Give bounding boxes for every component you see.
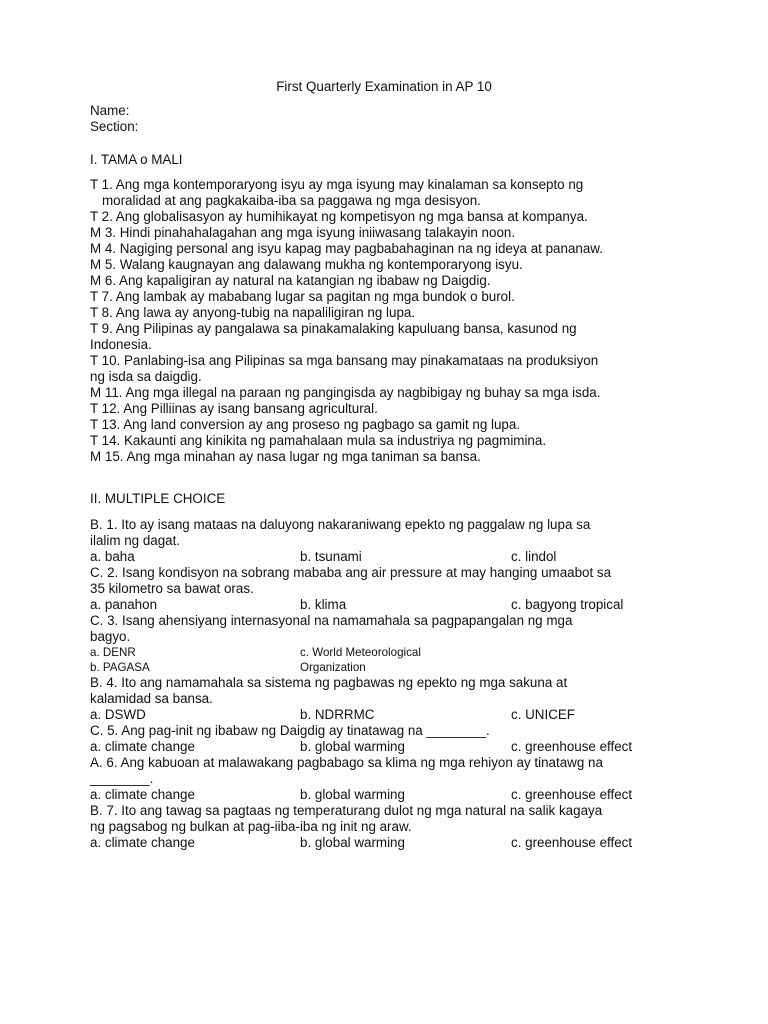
- item-text: T 1. Ang mga kontemporaryong isyu ay mga isyung may kinalaman sa konsepto ng: [90, 177, 584, 192]
- choice-b: b. global warming: [300, 739, 405, 754]
- item-text: T 9. Ang Pilipinas ay pangalawa sa pinakamalaking kapuluang bansa, kasunod ng: [90, 321, 577, 336]
- question-text: C. 2. Isang kondisyon na sobrang mababa ang air pressure at may hanging umaabot sa: [90, 565, 612, 580]
- choice-c: c. UNICEF: [511, 707, 575, 722]
- question-text-cont: bagyo.: [90, 629, 131, 644]
- part1-list: [90, 177, 690, 465]
- question-text: B. 7. Ito ang tawag sa pagtaas ng temperaturang dulot ng mga natural na salik kagaya: [90, 803, 603, 818]
- choice-c: c. lindol: [511, 549, 557, 564]
- list-item: T 13. Ang land conversion ay ang proseso ng pagbago sa gamit ng lupa.: [90, 417, 521, 432]
- list-item: T 8. Ang lawa ay anyong-tubig na napaliligiran ng lupa.: [90, 305, 416, 320]
- choice-c: c. World Meteorological: [300, 646, 421, 659]
- list-item: M 4. Nagiging personal ang isyu kapag may pagbabahaginan na ng ideya at pananaw.: [90, 241, 603, 256]
- section-label: Section:: [90, 119, 139, 134]
- list-item: M 11. Ang mga illegal na paraan ng pangingisda ay nagbibigay ng buhay sa mga isda.: [90, 385, 601, 400]
- part1-heading: I. TAMA o MALI: [90, 152, 183, 167]
- choices-row: [90, 549, 690, 565]
- question-6: [90, 755, 690, 803]
- choice-b: b. NDRRMC: [300, 707, 375, 722]
- part2-heading: II. MULTIPLE CHOICE: [90, 491, 226, 506]
- list-item: T 7. Ang lambak ay mababang lugar sa pagitan ng mga bundok o burol.: [90, 289, 515, 304]
- list-item: [90, 177, 690, 209]
- choice-b: b. klima: [300, 597, 347, 612]
- question-text-cont: ________.: [90, 771, 154, 786]
- list-item: T 12. Ang Pilliinas ay isang bansang agricultural.: [90, 401, 378, 416]
- choice-b: b. global warming: [300, 787, 405, 802]
- question-text: A. 6. Ang kabuoan at malawakang pagbabago sa klima ng mga rehiyon ay tinatawg na: [90, 755, 603, 770]
- choices-row: [90, 597, 690, 613]
- choice-c-cont: Organization: [300, 661, 366, 674]
- item-text-cont: Indonesia.: [90, 337, 152, 352]
- choices-row: [90, 835, 690, 851]
- question-text-cont: ng pagsabog ng bulkan at pag-iiba-iba ng init ng araw.: [90, 819, 412, 834]
- choices-row: [90, 707, 690, 723]
- list-item: M 15. Ang mga minahan ay nasa lugar ng mga taniman sa bansa.: [90, 449, 481, 464]
- question-text: B. 4. Ito ang namamahala sa sistema ng pagbawas ng epekto ng mga sakuna at: [90, 675, 568, 690]
- question-2: [90, 565, 690, 613]
- choice-c: c. greenhouse effect: [511, 835, 633, 850]
- choice-a: a. DSWD: [90, 707, 146, 722]
- choices-row: [90, 645, 690, 660]
- choice-c: c. greenhouse effect: [511, 739, 633, 754]
- question-text: B. 1. Ito ay isang mataas na daluyong nakaraniwang epekto ng paggalaw ng lupa sa: [90, 517, 591, 532]
- list-item: [90, 353, 690, 385]
- choice-a: a. panahon: [90, 597, 158, 612]
- question-7: [90, 803, 690, 851]
- part2-list: [90, 517, 690, 851]
- choices-row: [90, 739, 690, 755]
- question-5: [90, 723, 690, 755]
- choices-row: [90, 660, 690, 675]
- question-text: C. 3. Isang ahensiyang internasyonal na namamahala sa pagpapangalan ng mga: [90, 613, 573, 628]
- choice-c: c. bagyong tropical: [511, 597, 624, 612]
- choice-b: b. global warming: [300, 835, 405, 850]
- choice-a: a. baha: [90, 549, 135, 564]
- question-3: [90, 613, 690, 675]
- list-item: T 2. Ang globalisasyon ay humihikayat ng kompetisyon ng mga bansa at kompanya.: [90, 209, 588, 224]
- list-item: [90, 321, 690, 353]
- choice-b: b. PAGASA: [90, 661, 150, 674]
- question-text-cont: 35 kilometro sa bawat oras.: [90, 581, 254, 596]
- choice-a: a. DENR: [90, 646, 136, 659]
- item-text: T 10. Panlabing-isa ang Pilipinas sa mga bansang may pinakamataas na produksiyon: [90, 353, 599, 368]
- item-text-cont: ng isda sa daigdig.: [90, 369, 202, 384]
- list-item: M 3. Hindi pinahahalagahan ang mga isyung iniiwasang talakayin noon.: [90, 225, 516, 240]
- choices-row: [90, 787, 690, 803]
- choice-a: a. climate change: [90, 835, 195, 850]
- item-text-cont: moralidad at ang pagkakaiba-iba sa paggawa ng mga desisyon.: [102, 193, 481, 208]
- question-1: [90, 517, 690, 565]
- choice-c: c. greenhouse effect: [511, 787, 633, 802]
- page-title: First Quarterly Examination in AP 10: [276, 79, 492, 94]
- list-item: T 14. Kakaunti ang kinikita ng pamahalaan mula sa industriya ng pagmimina.: [90, 433, 547, 448]
- name-section-block: [90, 103, 690, 135]
- question-text-cont: kalamidad sa bansa.: [90, 691, 213, 706]
- list-item: M 5. Walang kaugnayan ang dalawang mukha ng kontemporaryong isyu.: [90, 257, 523, 272]
- choice-b: b. tsunami: [300, 549, 362, 564]
- choice-a: a. climate change: [90, 739, 195, 754]
- choice-a: a. climate change: [90, 787, 195, 802]
- question-4: [90, 675, 690, 723]
- question-text-cont: ilalim ng dagat.: [90, 533, 181, 548]
- list-item: M 6. Ang kapaligiran ay natural na katangian ng ibabaw ng Daigdig.: [90, 273, 491, 288]
- name-label: Name:: [90, 103, 130, 118]
- question-text: C. 5. Ang pag-init ng ibabaw ng Daigdig ay tinatawag na ________.: [90, 723, 490, 738]
